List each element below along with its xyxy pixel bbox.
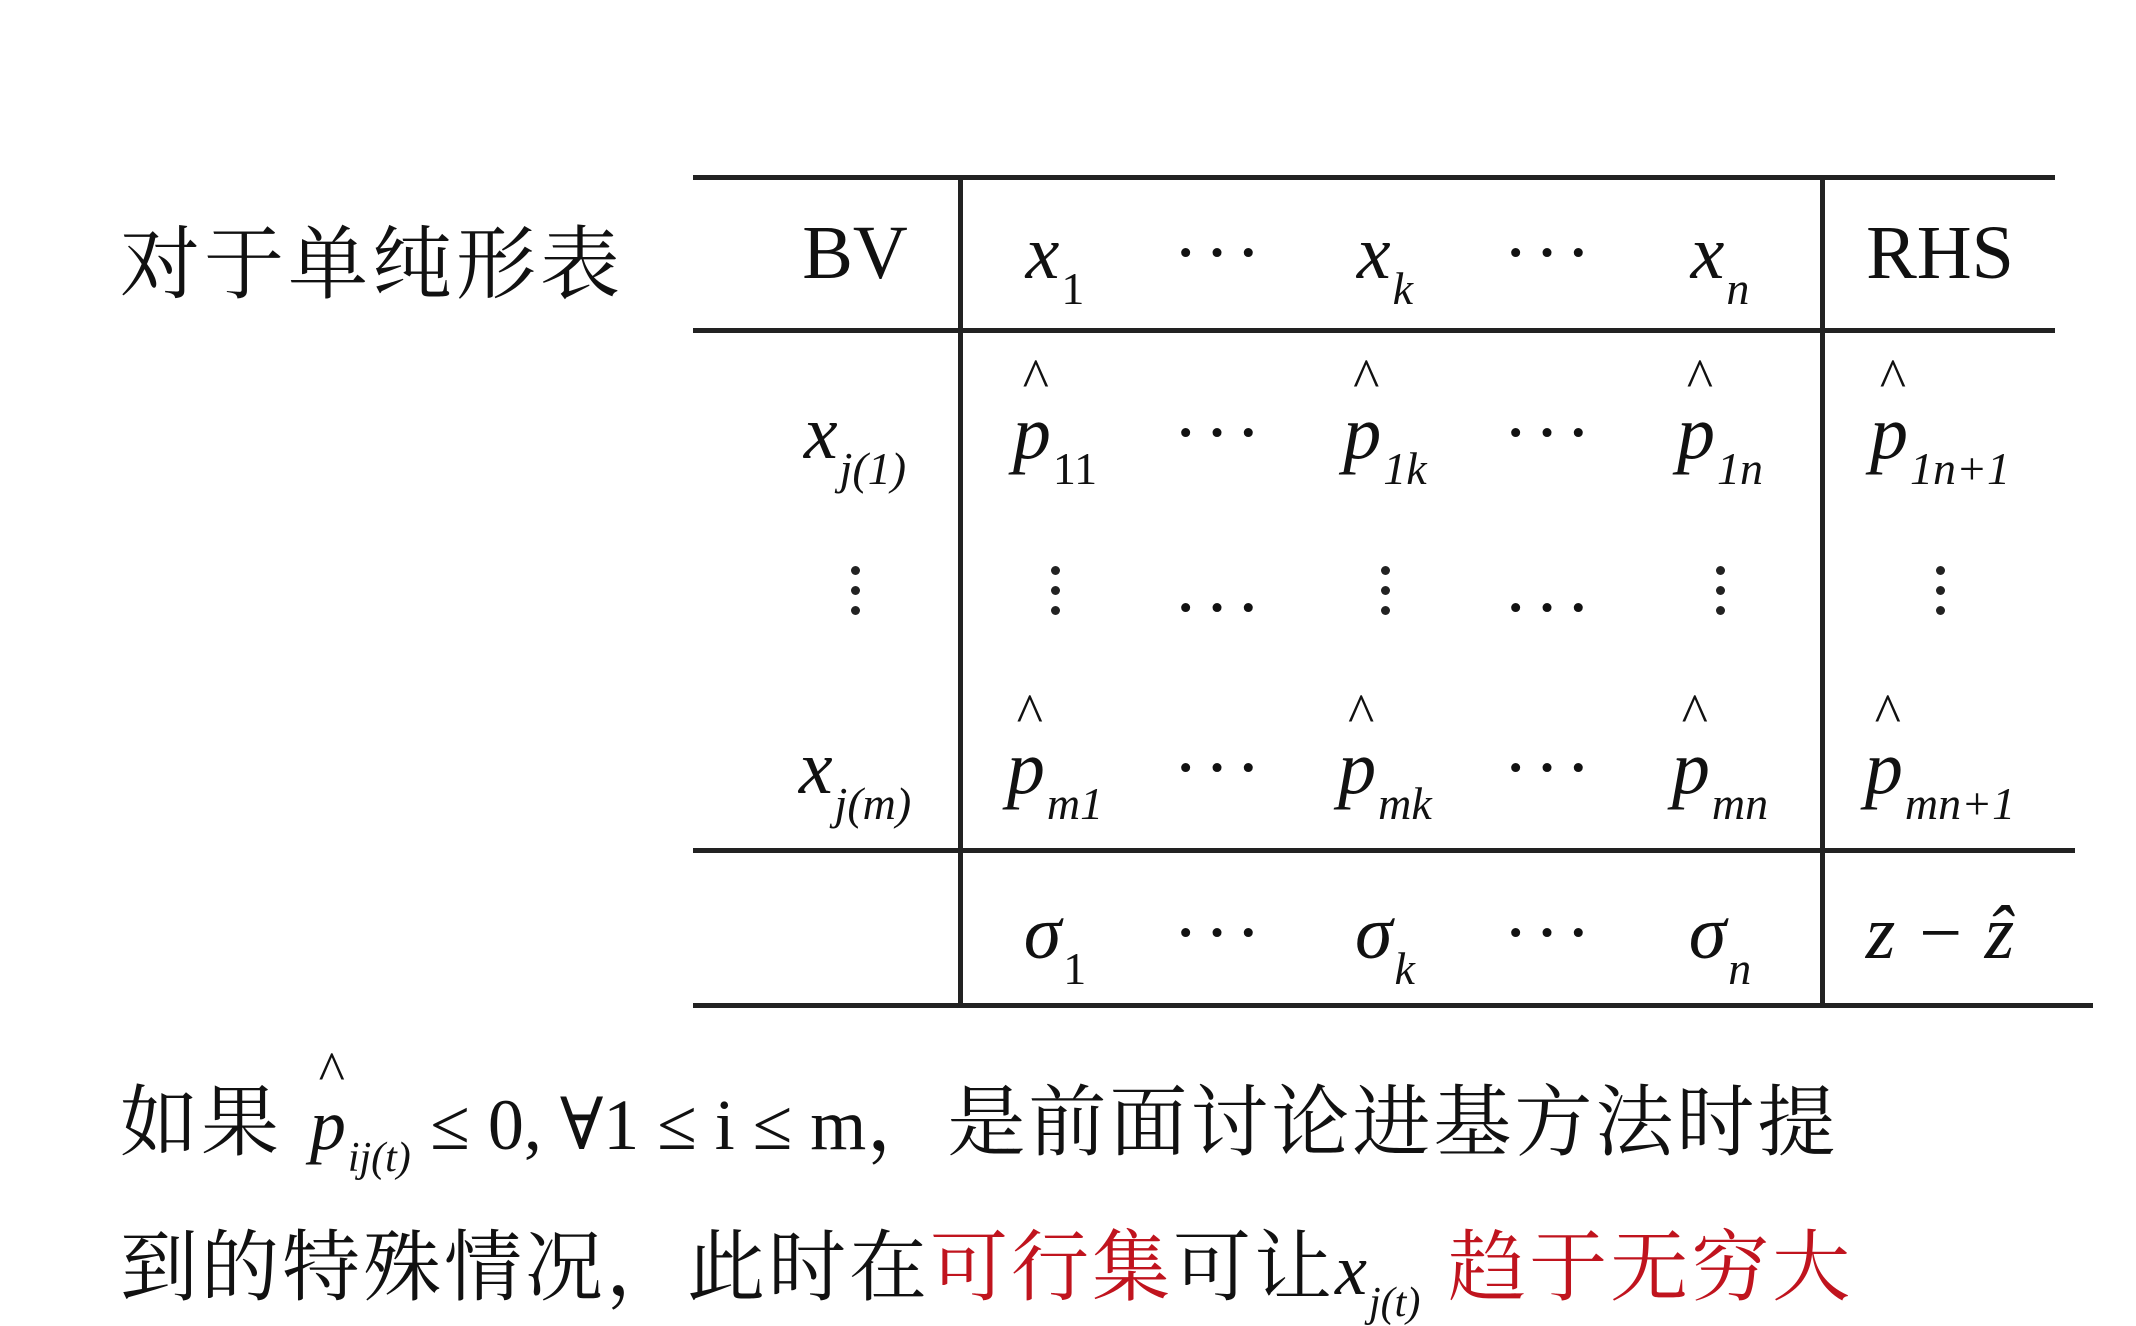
- table-rhs-separator: [1820, 175, 1825, 1008]
- header-ellipsis-1: ···: [1173, 211, 1267, 295]
- footer-rhs: z − ẑ: [1865, 891, 2015, 975]
- rowm-ellipsis-1: ···: [1173, 726, 1267, 810]
- row1-colk: ^ $p_{1k}$: [1315, 395, 1455, 471]
- vdots-bv: [765, 555, 945, 639]
- header-ellipsis-2: ···: [1503, 211, 1597, 295]
- footer-sigma1: $\sigma_1$: [1023, 891, 1087, 994]
- table-bv-separator: [958, 175, 963, 1008]
- paragraph-line-2: [120, 1205, 1854, 1326]
- para2-part1: 到的特殊情况，此时在: [120, 1223, 931, 1313]
- para2-part2: 可让: [1173, 1223, 1336, 1313]
- table-bottom-rule: [693, 1003, 2093, 1008]
- vdots-rhs: [1830, 555, 2050, 639]
- table-top-rule: [693, 175, 2055, 180]
- para1-lead: 如果: [120, 1078, 283, 1168]
- para2-math: $x_{j(t)}$: [1335, 1230, 1421, 1326]
- vdots-colk: [1315, 555, 1455, 639]
- paragraph-line-1: [120, 1060, 1839, 1181]
- para2-infinity: 趋于无穷大: [1448, 1223, 1854, 1313]
- footer-ellipsis-1: ···: [1173, 891, 1267, 975]
- header-xk: $x_k$: [1356, 211, 1414, 314]
- table-header-rule: [693, 328, 2055, 333]
- para1-math: ^ $p_{ij(t)} \le 0$, ∀1 ≤ i ≤ m: [310, 1079, 867, 1166]
- rowm-rhs: ^ $p_{mn+1}$: [1830, 730, 2050, 806]
- row1-coln: ^ $p_{1n}$: [1650, 395, 1790, 471]
- rowm-col1: ^ $p_{m1}$: [985, 730, 1125, 806]
- row1-ellipsis-1: ···: [1173, 391, 1267, 475]
- middle-ellipsis-2: ···: [1503, 566, 1597, 650]
- intro-text: 对于单纯形表: [120, 218, 624, 311]
- row1-ellipsis-2: ···: [1503, 391, 1597, 475]
- para2-feasible-set: 可行集: [930, 1223, 1174, 1313]
- rowm-bv: $x_{j(m)}$: [798, 726, 912, 829]
- rowm-colk: ^ $p_{mk}$: [1315, 730, 1455, 806]
- rowm-coln: ^ $p_{mn}$: [1650, 730, 1790, 806]
- rowm-ellipsis-2: ···: [1503, 726, 1597, 810]
- vdots-coln: [1650, 555, 1790, 639]
- row1-bv: $x_{j(1)}$: [803, 391, 907, 494]
- header-bv: BV: [802, 211, 908, 295]
- para1-tail: ，是前面讨论进基方法时提: [866, 1078, 1839, 1168]
- table-footer-rule: [693, 848, 2075, 853]
- header-xn: $x_n$: [1690, 211, 1750, 314]
- row1-col1: ^ $p_{11}$: [985, 395, 1125, 471]
- header-rhs: RHS: [1866, 211, 2014, 295]
- footer-sigman: $\sigma_n$: [1688, 891, 1752, 994]
- row1-rhs: ^ $p_{1n+1}$: [1830, 395, 2050, 471]
- footer-ellipsis-2: ···: [1503, 891, 1597, 975]
- middle-ellipsis-1: ···: [1173, 566, 1267, 650]
- footer-sigmak: $\sigma_k$: [1355, 891, 1415, 994]
- header-x1: $x_1$: [1025, 211, 1085, 314]
- vdots-col1: [985, 555, 1125, 639]
